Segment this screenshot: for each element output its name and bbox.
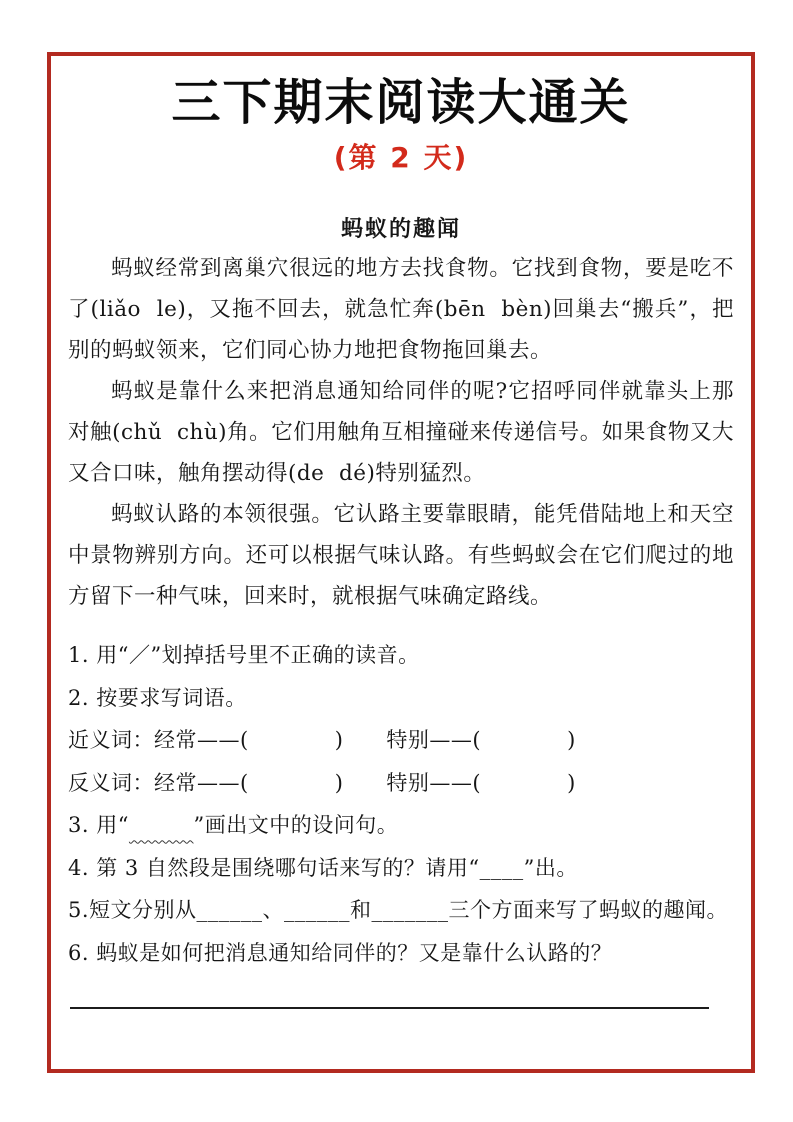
question-3 — [68, 804, 734, 847]
day-badge: (第 2 天) — [333, 141, 469, 175]
antonyms-line: 反义词：经常——( ) 特别——( ) — [68, 770, 576, 795]
question-5: 5.短文分别从______、______和_______三个方面来写了蚂蚁的趣闻。 — [68, 898, 729, 923]
red-border-frame — [47, 52, 755, 1073]
wavy-underline-blank — [129, 813, 194, 837]
question-6: 6. 蚂蚁是如何把消息通知给同伴的？又是靠什么认路的？ — [68, 940, 613, 965]
question-2: 2. 按要求写词语。 — [68, 685, 247, 710]
article-paragraph-3: 蚂蚁认路的本领很强。它认路主要靠眼睛，能凭借陆地上和天空中景物辨别方向。还可以根据气味认路。有些蚂蚁会在它们爬过的地方留下一种气味，回来时，就根据气味确定路线。 — [68, 502, 734, 610]
page-title: 三下期末阅读大通关 — [171, 74, 631, 131]
article-paragraph-1: 蚂蚁经常到离巢穴很远的地方去找食物。它找到食物，要是吃不了(liǎo le)，又拖不回去，就急忙奔(bēn bèn)回巢去“搬兵”，把别的蚂蚁领来，它们同心协力地把食物拖回巢去。 — [68, 256, 734, 364]
questions-section — [68, 634, 734, 1009]
question-4: 4. 第 3 自然段是围绕哪句话来写的？请用“____”出。 — [68, 855, 578, 880]
question-1: 1. 用“／”划掉括号里不正确的读音。 — [68, 643, 420, 668]
article-title: 蚂蚁的趣闻 — [340, 216, 461, 243]
synonyms-line: 近义词：经常——( ) 特别——( ) — [68, 728, 576, 753]
question-3-suffix: ”画出文中的设问句。 — [193, 813, 399, 838]
article-paragraph-2: 蚂蚁是靠什么来把消息通知给同伴的呢?它招呼同伴就靠头上那对触(chǔ chù)角。它们用触角互相撞碰来传递信号。如果食物又大又合口味，触角摆动得(de dé)特别猛烈。 — [68, 379, 734, 487]
question-3-prefix: 3. 用“ — [68, 813, 129, 838]
answer-blank-line — [70, 1007, 709, 1009]
